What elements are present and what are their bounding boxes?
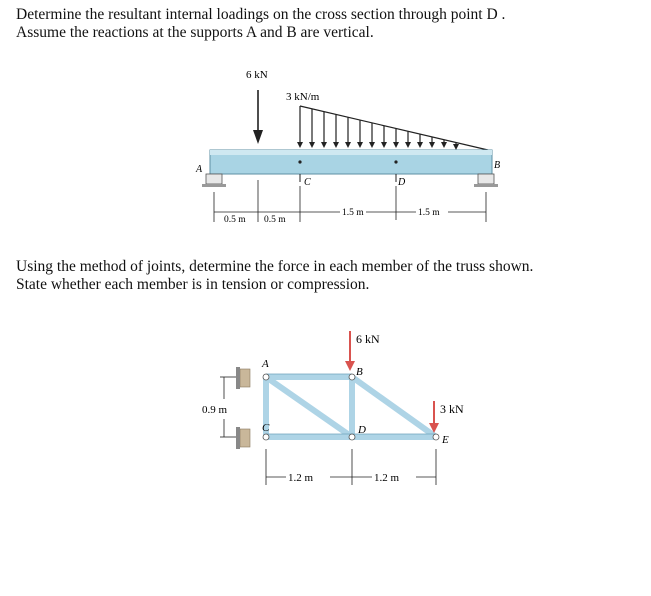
label-E: E [442,434,449,446]
problem-2-text [16,258,646,294]
load-label-E: 3 kN [440,402,464,416]
label-D: D [358,424,366,436]
joint-D [349,434,355,440]
problem-1-line-2: Assume the reactions at the supports A and B are vertical. [16,24,374,41]
point-load-arrow [253,90,263,144]
support-A [236,367,250,389]
beam-figure [190,62,520,242]
label-A: A [262,358,269,370]
label-D: D [398,177,406,188]
support-A [202,174,226,187]
support-C [236,427,250,449]
problem-2-line-1: Using the method of joints, determine the force in each member of the truss shown. [16,258,534,275]
dim-1-2-b: 1.2 m [374,472,400,484]
label-C: C [262,422,270,434]
point-load-label: 6 kN [246,69,268,81]
label-C: C [304,177,311,188]
dim-1-5-a: 1.5 m [342,208,364,218]
dim-1-5-b: 1.5 m [418,208,440,218]
problem-2-line-2: State whether each member is in tension or compression. [16,276,370,293]
dim-height: 0.9 m [202,404,228,416]
joint-B [349,374,355,380]
label-B: B [356,366,363,378]
problem-1-text [16,6,636,42]
load-arrow-E [429,401,439,433]
distributed-load-label: 3 kN/m [286,91,320,103]
truss-figure [190,325,490,495]
joint-A [263,374,269,380]
load-arrow-B [345,331,355,371]
load-label-B: 6 kN [356,332,380,346]
truss-members [266,377,436,437]
joint-E [433,434,439,440]
dim-0-5-a: 0.5 m [224,215,246,225]
problem-1-line-1: Determine the resultant internal loadings on the cross section through point D . [16,6,506,23]
label-A: A [196,164,203,175]
dim-0-5-b: 0.5 m [264,215,286,225]
support-B [474,174,498,187]
label-B: B [494,160,501,171]
dim-1-2-a: 1.2 m [288,472,314,484]
joint-C [263,434,269,440]
